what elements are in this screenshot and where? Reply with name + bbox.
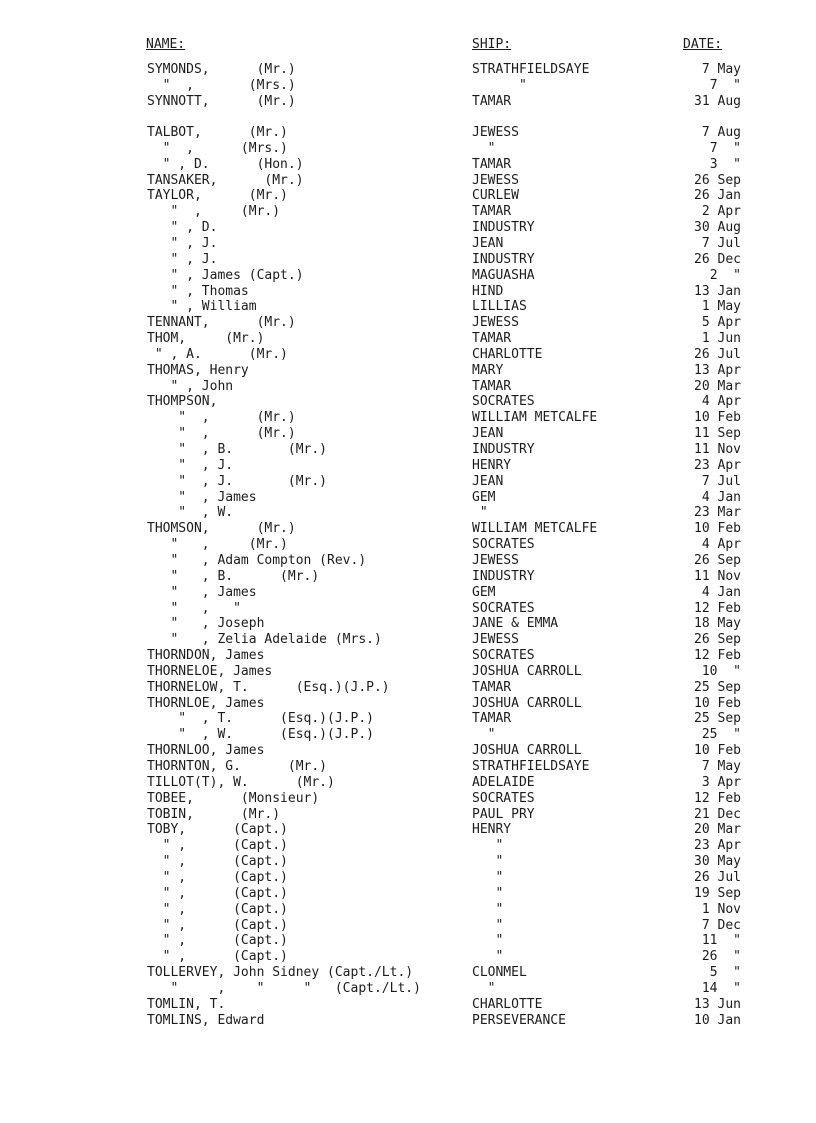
entry-date: 1 May — [701, 299, 741, 314]
entry-name: " , (Capt.) — [147, 838, 288, 853]
list-item — [0, 822, 816, 838]
entry-ship: GEM — [472, 585, 496, 600]
entry-date: 2 Apr — [701, 204, 741, 219]
list-item — [0, 933, 816, 949]
entry-ship: JANE & EMMA — [472, 616, 559, 631]
list-item — [0, 410, 816, 426]
entry-name: " , Zelia Adelaide (Mrs.) — [147, 632, 382, 647]
entry-name: THOMAS, Henry — [147, 363, 249, 378]
list-item — [0, 743, 816, 759]
entry-date: 13 Jun — [694, 997, 741, 1012]
entry-ship: JEWESS — [472, 315, 519, 330]
entry-name: " , W. (Esq.)(J.P.) — [147, 727, 374, 742]
entry-ship: " — [472, 854, 504, 869]
entry-name: " , W. — [147, 505, 234, 520]
entry-name: THOMSON, (Mr.) — [147, 521, 296, 536]
entry-ship: INDUSTRY — [472, 442, 535, 457]
entry-ship: CLONMEL — [472, 965, 527, 980]
entry-name: TOLLERVEY, John Sidney (Capt./Lt.) — [147, 965, 414, 980]
entry-name: " , (Mr.) — [147, 410, 296, 425]
entry-date: 13 Apr — [694, 363, 741, 378]
list-item — [0, 696, 816, 712]
list-item — [0, 569, 816, 585]
entry-name: THOM, (Mr.) — [147, 331, 265, 346]
list-item — [0, 252, 816, 268]
entry-ship: JEAN — [472, 474, 504, 489]
list-item — [0, 981, 816, 997]
entry-name: THORNTON, G. (Mr.) — [147, 759, 328, 774]
entry-name: " , (Mrs.) — [147, 141, 288, 156]
entry-ship: TAMAR — [472, 711, 512, 726]
entry-date: 26 Sep — [694, 632, 741, 647]
list-item — [0, 62, 816, 78]
entry-name: SYMONDS, (Mr.) — [147, 62, 296, 77]
entry-name: TANSAKER, (Mr.) — [147, 173, 304, 188]
entry-ship: SOCRATES — [472, 394, 535, 409]
entry-name: THORNELOE, James — [147, 664, 273, 679]
entry-date: 31 Aug — [694, 94, 741, 109]
entry-date: 23 Apr — [694, 838, 741, 853]
entry-ship: " — [472, 505, 488, 520]
list-item — [0, 775, 816, 791]
entry-ship: TAMAR — [472, 379, 512, 394]
entry-name: TILLOT(T), W. (Mr.) — [147, 775, 335, 790]
list-item — [0, 918, 816, 934]
entry-date: 7 May — [701, 759, 741, 774]
list-item — [0, 299, 816, 315]
entry-date: 1 Nov — [701, 902, 741, 917]
entry-ship: MAGUASHA — [472, 268, 535, 283]
entry-date: 25 Sep — [694, 680, 741, 695]
entry-date: 3 Apr — [701, 775, 741, 790]
entry-name: " , James — [147, 585, 257, 600]
entry-name: TAYLOR, (Mr.) — [147, 188, 288, 203]
list-item — [0, 394, 816, 410]
list-item — [0, 236, 816, 252]
list-item — [0, 173, 816, 189]
entry-ship: " — [472, 933, 504, 948]
date-header: DATE: — [683, 37, 723, 52]
entry-date: 11 Nov — [694, 569, 741, 584]
entry-name: " , John — [147, 379, 234, 394]
entry-ship: INDUSTRY — [472, 220, 535, 235]
entry-name: " , Joseph — [147, 616, 265, 631]
entry-name: SYNNOTT, (Mr.) — [147, 94, 296, 109]
entry-ship: " — [472, 886, 504, 901]
entry-ship: " — [472, 727, 496, 742]
list-item — [0, 505, 816, 521]
entry-date: 11 Sep — [694, 426, 741, 441]
entry-date: 20 Mar — [694, 379, 741, 394]
entry-date: 3 " — [709, 157, 741, 172]
entry-name: " , D. — [147, 220, 218, 235]
entry-name: " , (Mrs.) — [147, 78, 296, 93]
list-item — [0, 78, 816, 94]
list-item — [0, 426, 816, 442]
entry-name: " , (Mr.) — [147, 537, 288, 552]
entry-date: 10 Feb — [694, 410, 741, 425]
entry-date: 2 " — [709, 268, 741, 283]
list-item — [0, 204, 816, 220]
entry-ship: JOSHUA CARROLL — [472, 664, 582, 679]
entry-ship: HENRY — [472, 458, 512, 473]
entry-date: 1 Jun — [701, 331, 741, 346]
entry-date: 12 Feb — [694, 601, 741, 616]
entry-name: " , James — [147, 490, 257, 505]
entry-name: " , " " (Capt./Lt.) — [147, 981, 421, 996]
list-item — [0, 220, 816, 236]
entry-date: 26 Sep — [694, 553, 741, 568]
entry-name: " , (Capt.) — [147, 949, 288, 964]
list-item — [0, 585, 816, 601]
list-item — [0, 141, 816, 157]
entry-name: " , D. (Hon.) — [147, 157, 304, 172]
entry-name: " , Thomas — [147, 284, 249, 299]
list-item — [0, 268, 816, 284]
list-item — [0, 474, 816, 490]
entry-name: " , J. — [147, 252, 218, 267]
list-item — [0, 759, 816, 775]
entry-date: 11 Nov — [694, 442, 741, 457]
entry-name: " , (Capt.) — [147, 933, 288, 948]
entry-ship: GEM — [472, 490, 496, 505]
entry-name: " , B. (Mr.) — [147, 569, 320, 584]
entry-name: " , Adam Compton (Rev.) — [147, 553, 367, 568]
entry-ship: HENRY — [472, 822, 512, 837]
entry-ship: " — [472, 902, 504, 917]
entry-ship: SOCRATES — [472, 601, 535, 616]
entry-name: " , J. — [147, 236, 218, 251]
entry-ship: LILLIAS — [472, 299, 527, 314]
entry-date: 23 Apr — [694, 458, 741, 473]
entry-ship: JEWESS — [472, 553, 519, 568]
list-item — [0, 965, 816, 981]
entry-date: 7 " — [709, 78, 741, 93]
entry-name: TENNANT, (Mr.) — [147, 315, 296, 330]
entry-ship: MARY — [472, 363, 504, 378]
entry-ship: PAUL PRY — [472, 807, 535, 822]
entry-date: 4 Apr — [701, 394, 741, 409]
entry-ship: JEWESS — [472, 632, 519, 647]
entry-name: " , A. (Mr.) — [147, 347, 288, 362]
list-item — [0, 854, 816, 870]
entry-name: " , (Capt.) — [147, 902, 288, 917]
entry-ship: INDUSTRY — [472, 569, 535, 584]
entry-name: TOMLINS, Edward — [147, 1013, 265, 1028]
entry-name: " , William — [147, 299, 257, 314]
entry-ship: TAMAR — [472, 331, 512, 346]
list-item — [0, 1013, 816, 1029]
entry-ship: " — [472, 870, 504, 885]
entry-name: " , (Mr.) — [147, 426, 296, 441]
entry-date: 26 Jan — [694, 188, 741, 203]
entry-name: " , " — [147, 601, 241, 616]
entry-date: 7 May — [701, 62, 741, 77]
list-item — [0, 521, 816, 537]
entry-date: 10 Feb — [694, 743, 741, 758]
name-header: NAME: — [146, 37, 186, 52]
list-item — [0, 902, 816, 918]
list-item — [0, 490, 816, 506]
entry-date: 7 Jul — [701, 474, 741, 489]
entry-date: 26 Jul — [694, 870, 741, 885]
entry-name: " , (Capt.) — [147, 886, 288, 901]
list-item — [0, 331, 816, 347]
entry-ship: STRATHFIELDSAYE — [472, 62, 590, 77]
entry-ship: STRATHFIELDSAYE — [472, 759, 590, 774]
list-item — [0, 125, 816, 141]
entry-date: 20 Mar — [694, 822, 741, 837]
entry-ship: " — [472, 918, 504, 933]
entry-name: " , (Capt.) — [147, 870, 288, 885]
entry-name: " , (Capt.) — [147, 918, 288, 933]
list-item — [0, 632, 816, 648]
entry-ship: " — [472, 981, 496, 996]
list-item — [0, 807, 816, 823]
entry-ship: INDUSTRY — [472, 252, 535, 267]
entry-ship: WILLIAM METCALFE — [472, 521, 598, 536]
entry-name: THORNLOO, James — [147, 743, 265, 758]
list-item — [0, 94, 816, 110]
list-item — [0, 363, 816, 379]
list-item — [0, 838, 816, 854]
entry-name: TOBEE, (Monsieur) — [147, 791, 320, 806]
entry-name: " , B. (Mr.) — [147, 442, 328, 457]
entry-ship: HIND — [472, 284, 504, 299]
entry-ship: " — [472, 78, 527, 93]
entry-ship: JEWESS — [472, 173, 519, 188]
entry-ship: JEWESS — [472, 125, 519, 140]
list-item — [0, 886, 816, 902]
entry-date: 4 Jan — [701, 490, 741, 505]
list-item — [0, 791, 816, 807]
entry-date: 26 Jul — [694, 347, 741, 362]
entry-ship: JOSHUA CARROLL — [472, 696, 582, 711]
entry-date: 25 " — [701, 727, 741, 742]
entry-name: " , T. (Esq.)(J.P.) — [147, 711, 374, 726]
entry-date: 7 Dec — [701, 918, 741, 933]
entry-ship: ADELAIDE — [472, 775, 535, 790]
entry-name: THORNLOE, James — [147, 696, 265, 711]
list-item — [0, 664, 816, 680]
ship-header: SHIP: — [472, 37, 512, 52]
entry-name: " , J. (Mr.) — [147, 474, 328, 489]
entry-date: 7 Jul — [701, 236, 741, 251]
entry-date: 26 " — [701, 949, 741, 964]
entry-date: 12 Feb — [694, 791, 741, 806]
entry-date: 7 " — [709, 141, 741, 156]
list-item — [0, 997, 816, 1013]
entry-date: 5 Apr — [701, 315, 741, 330]
entry-ship: TAMAR — [472, 680, 512, 695]
entry-ship: TAMAR — [472, 157, 512, 172]
entry-ship: " — [472, 838, 504, 853]
entry-ship: SOCRATES — [472, 648, 535, 663]
entry-name: TOBIN, (Mr.) — [147, 807, 281, 822]
entry-name: THORNDON, James — [147, 648, 265, 663]
list-item — [0, 601, 816, 617]
entry-ship: CURLEW — [472, 188, 519, 203]
entry-date: 10 " — [701, 664, 741, 679]
entry-ship: SOCRATES — [472, 791, 535, 806]
entry-date: 7 Aug — [701, 125, 741, 140]
entry-date: 25 Sep — [694, 711, 741, 726]
entry-ship: " — [472, 949, 504, 964]
entry-name: " , (Capt.) — [147, 854, 288, 869]
list-item — [0, 347, 816, 363]
entry-ship: JOSHUA CARROLL — [472, 743, 582, 758]
entry-date: 30 May — [694, 854, 741, 869]
entry-date: 5 " — [709, 965, 741, 980]
list-item — [0, 315, 816, 331]
entry-ship: SOCRATES — [472, 537, 535, 552]
entry-date: 4 Jan — [701, 585, 741, 600]
list-item — [0, 711, 816, 727]
list-item — [0, 616, 816, 632]
entry-date: 23 Mar — [694, 505, 741, 520]
column-headers — [0, 37, 816, 53]
entry-ship: JEAN — [472, 236, 504, 251]
entry-ship: CHARLOTTE — [472, 347, 543, 362]
entry-date: 21 Dec — [694, 807, 741, 822]
entry-ship: PERSEVERANCE — [472, 1013, 566, 1028]
entry-ship: JEAN — [472, 426, 504, 441]
list-item — [0, 157, 816, 173]
list-item — [0, 188, 816, 204]
entry-date: 26 Sep — [694, 173, 741, 188]
list-item — [0, 553, 816, 569]
entry-name: THOMPSON, — [147, 394, 218, 409]
list-item — [0, 648, 816, 664]
entry-date: 10 Feb — [694, 696, 741, 711]
entry-ship: TAMAR — [472, 94, 512, 109]
entry-name: TALBOT, (Mr.) — [147, 125, 288, 140]
entry-name: " , J. — [147, 458, 234, 473]
entry-ship: CHARLOTTE — [472, 997, 543, 1012]
entry-date: 14 " — [701, 981, 741, 996]
entry-ship: TAMAR — [472, 204, 512, 219]
entry-ship: " — [472, 141, 496, 156]
list-item — [0, 537, 816, 553]
entry-date: 10 Jan — [694, 1013, 741, 1028]
list-item — [0, 870, 816, 886]
entry-date: 13 Jan — [694, 284, 741, 299]
entry-date: 26 Dec — [694, 252, 741, 267]
entry-name: TOBY, (Capt.) — [147, 822, 288, 837]
entry-date: 18 May — [694, 616, 741, 631]
list-item — [0, 949, 816, 965]
entry-date: 4 Apr — [701, 537, 741, 552]
entry-name: THORNELOW, T. (Esq.)(J.P.) — [147, 680, 390, 695]
list-item — [0, 442, 816, 458]
entry-name: " , James (Capt.) — [147, 268, 304, 283]
list-item — [0, 458, 816, 474]
list-item — [0, 379, 816, 395]
entry-date: 30 Aug — [694, 220, 741, 235]
entry-ship: WILLIAM METCALFE — [472, 410, 598, 425]
list-item — [0, 727, 816, 743]
entry-date: 10 Feb — [694, 521, 741, 536]
entry-date: 19 Sep — [694, 886, 741, 901]
list-item — [0, 284, 816, 300]
entry-name: " , (Mr.) — [147, 204, 281, 219]
list-item — [0, 680, 816, 696]
entry-date: 12 Feb — [694, 648, 741, 663]
entry-name: TOMLIN, T. — [147, 997, 226, 1012]
entry-date: 11 " — [701, 933, 741, 948]
